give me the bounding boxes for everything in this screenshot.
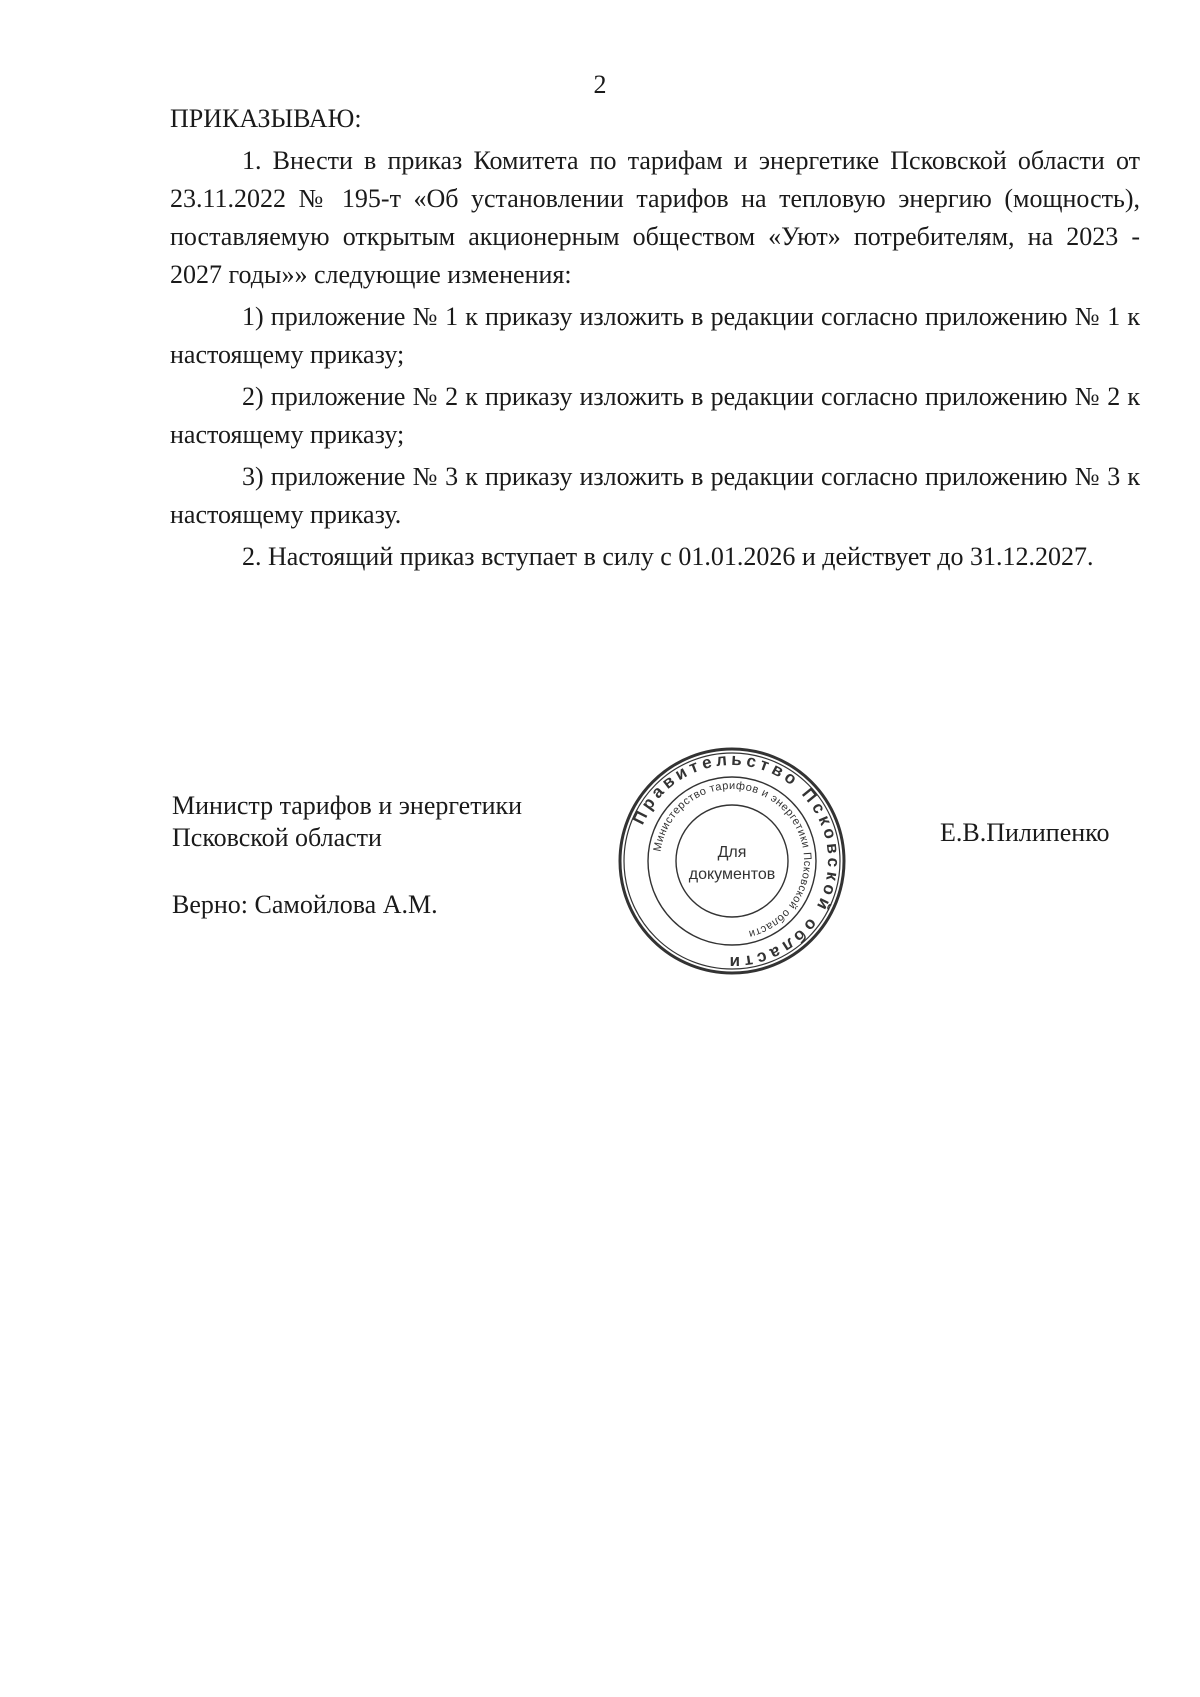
paragraph-1: 1. Внести в приказ Комитета по тарифам и энергетике Псковской области от 23.11.2022 № 195-т «Об установлении тарифов на тепловую энергию (мощность), поставляемую открытым акционерным обществом «Уют» потребителям, на 2023 - 2027 годы»» следующие изменения: [170,146,1140,289]
signatory-position [172,790,522,854]
paragraph-1-item-2: 2) приложение № 2 к приказу изложить в редакции согласно приложению № 2 к настоящему приказу; [170,382,1140,449]
verified-by: Верно: Самойлова А.М. [172,890,438,919]
seal-graphic [616,745,848,977]
paragraph-1-item-1: 1) приложение № 1 к приказу изложить в редакции согласно приложению № 1 к настоящему приказу; [170,302,1140,369]
seal-outer-ring-text: Правительство Псковской области [628,749,844,973]
official-seal [616,745,848,977]
seal-center-line-1: Для [717,844,747,861]
paragraph-1-item-3: 3) приложение № 3 к приказу изложить в редакции согласно приложению № 3 к настоящему приказу. [170,462,1140,529]
signatory-position-line-1: Министр тарифов и энергетики [172,791,523,820]
order-heading: ПРИКАЗЫВАЮ: [170,104,362,133]
document-body [170,100,1140,576]
seal-inner-ring-text: Министерство тарифов и энергетики Псковской области [651,779,814,941]
signatory-name: Е.В.Пилипенко [940,818,1110,847]
signatory-position-line-2: Псковской области [172,823,382,852]
seal-center-line-2: документов [688,866,776,883]
paragraph-2: 2. Настоящий приказ вступает в силу с 01.01.2026 и действует до 31.12.2027. [242,542,1094,571]
page-number: 2 [593,70,607,99]
